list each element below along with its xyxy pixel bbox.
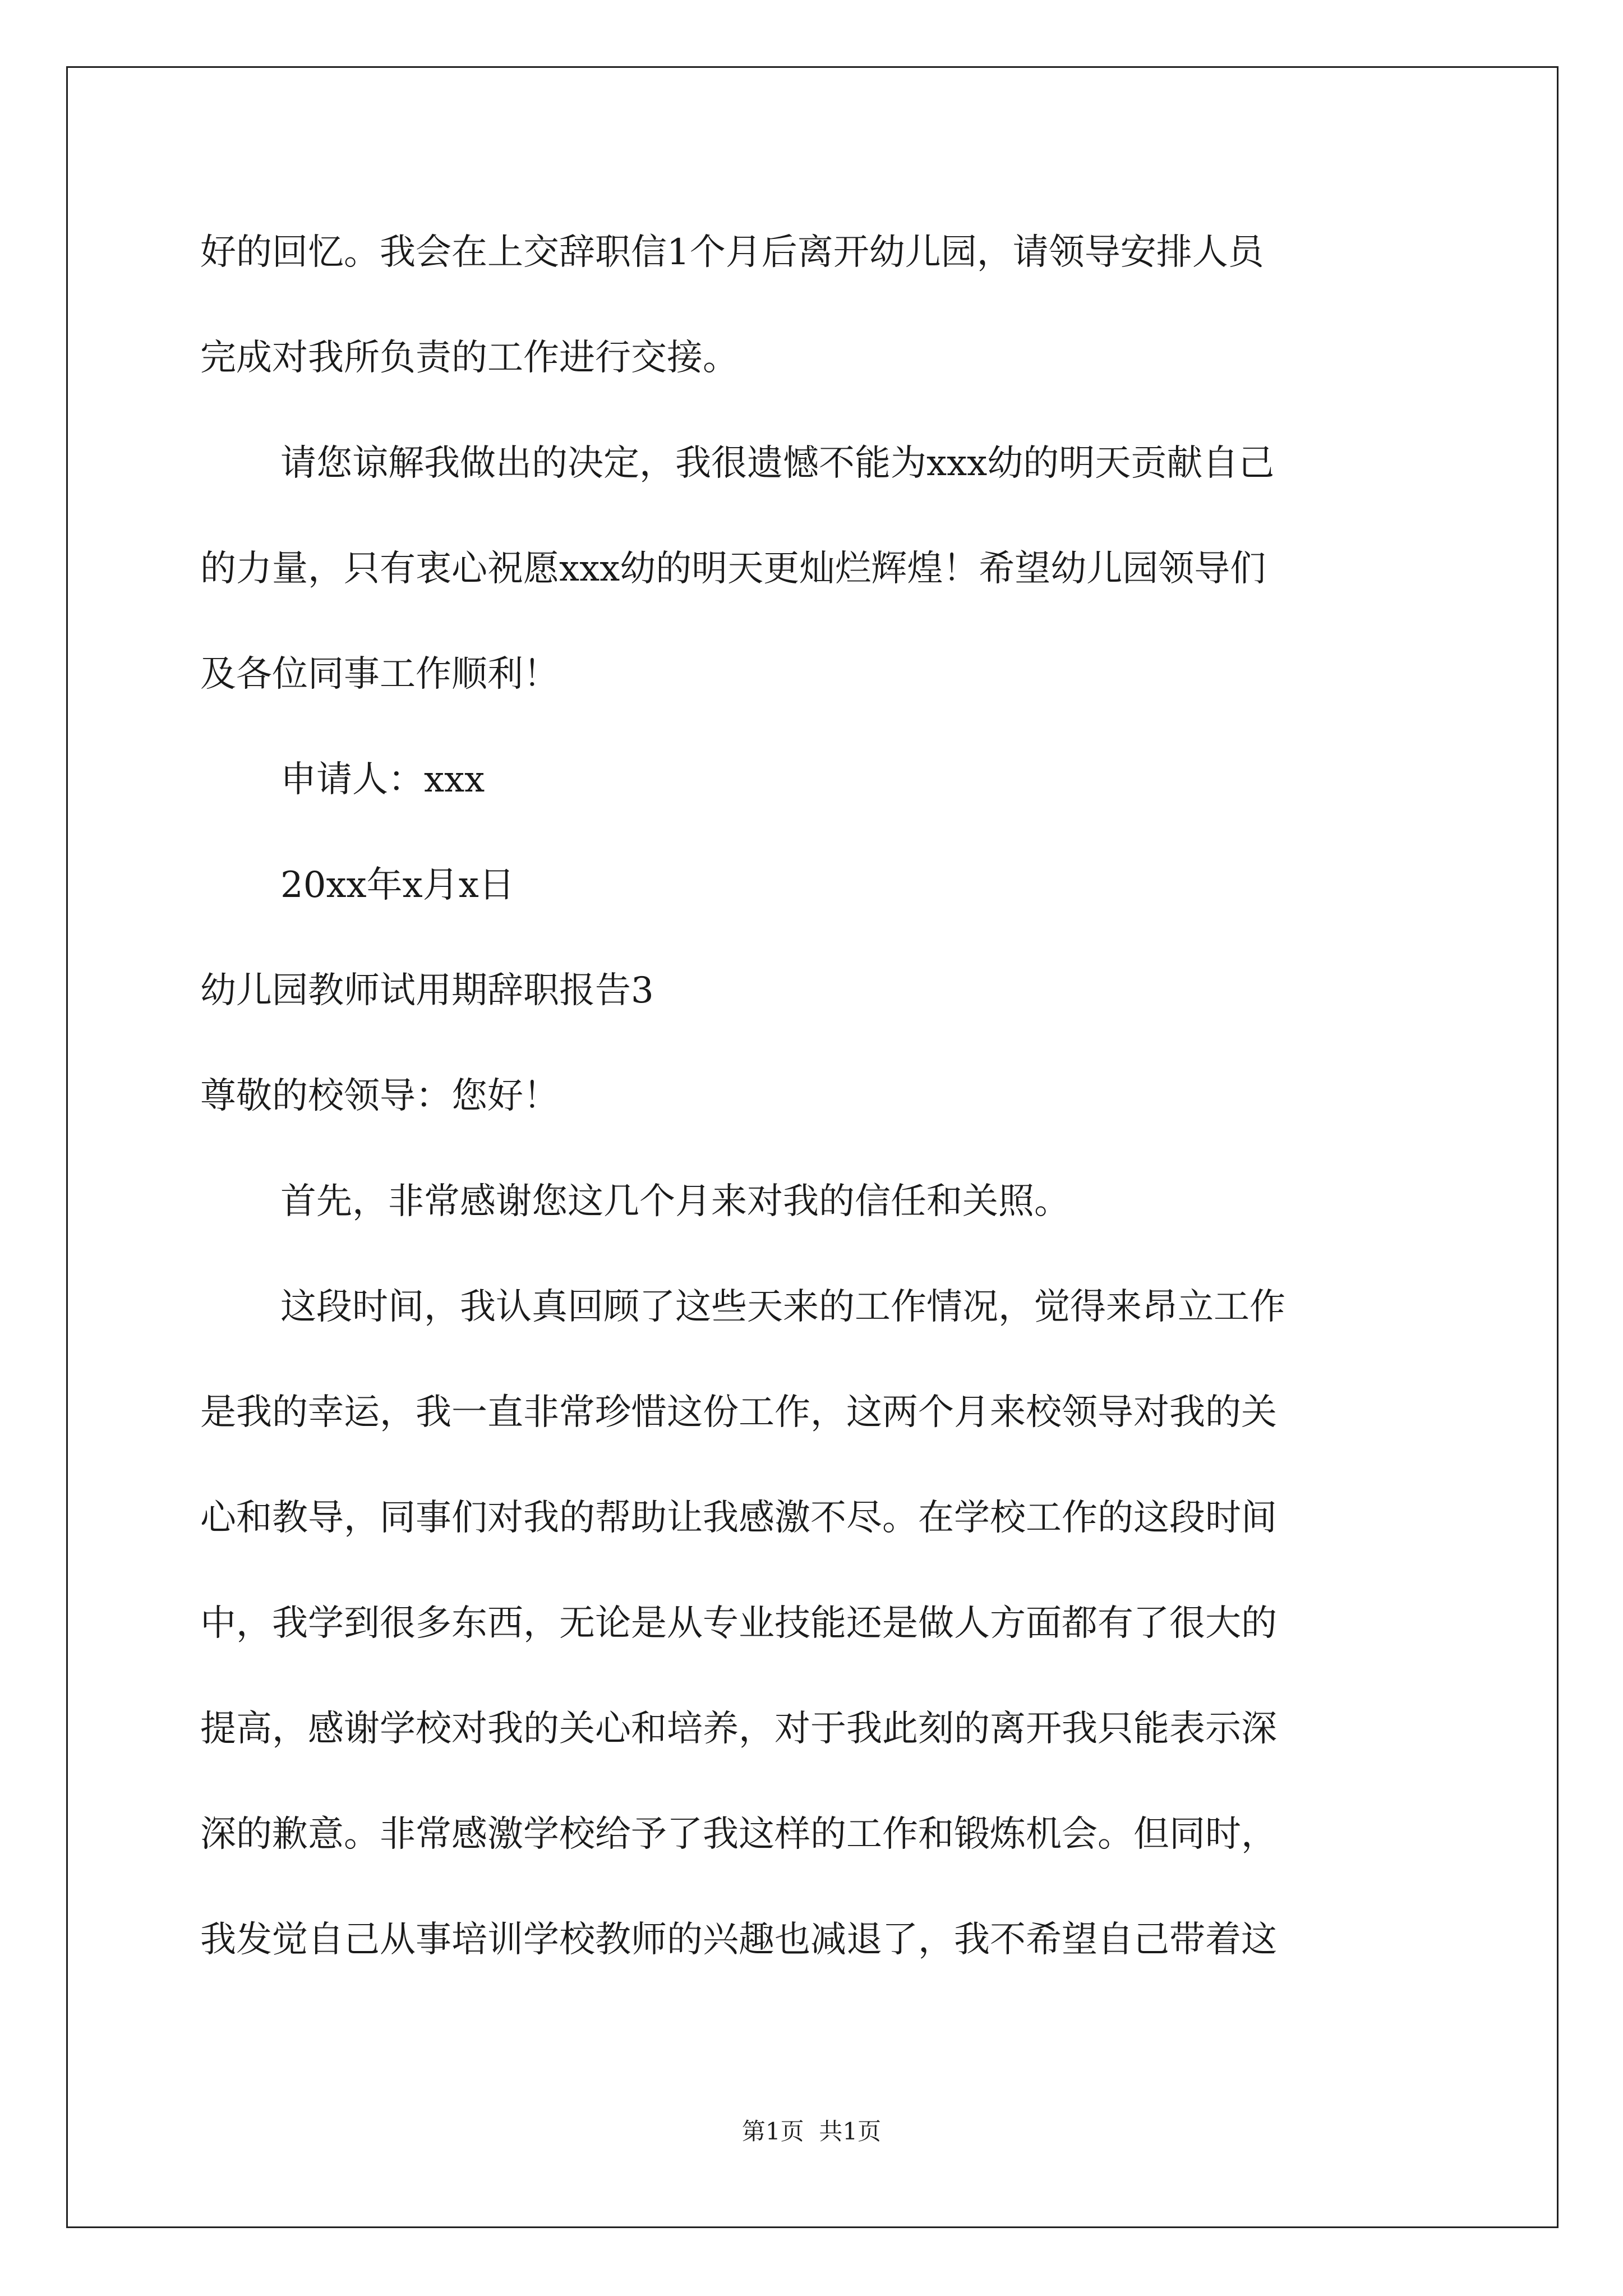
text-line: 心和教导，同事们对我的帮助让我感激不尽。在学校工作的这段时间 [200,1497,1277,1539]
section-heading: 幼儿园教师试用期辞职报告3 [200,970,654,1011]
text-line: 请您谅解我做出的决定，我很遗憾不能为xxx幼的明天贡献自己 [280,443,1275,484]
text-line: 是我的幸运，我一直非常珍惜这份工作，这两个月来校领导对我的关 [200,1392,1277,1433]
date-line: 20xx年x月x日 [280,864,515,906]
signature-line: 申请人：xxx [280,759,485,800]
text-line: 好的回忆。我会在上交辞职信1个月后离开幼儿园，请领导安排人员 [200,232,1264,273]
text-line: 深的歉意。非常感激学校给予了我这样的工作和锻炼机会。但同时， [200,1814,1277,1855]
text-line: 首先，非常感谢您这几个月来对我的信任和关照。 [280,1181,1070,1222]
text-line: 这段时间，我认真回顾了这些天来的工作情况，觉得来昂立工作 [280,1286,1285,1328]
text-line: 完成对我所负责的工作进行交接。 [200,337,739,379]
page-border [66,66,1559,2228]
salutation: 尊敬的校领导：您好！ [200,1075,559,1117]
page-footer: 第1页 共1页 [741,2118,882,2145]
text-line: 的力量，只有衷心祝愿xxx幼的明天更灿烂辉煌！希望幼儿园领导们 [200,548,1266,590]
text-line: 中，我学到很多东西，无论是从专业技能还是做人方面都有了很大的 [200,1603,1277,1644]
text-line: 提高，感谢学校对我的关心和培养，对于我此刻的离开我只能表示深 [200,1708,1277,1750]
text-line: 我发觉自己从事培训学校教师的兴趣也减退了，我不希望自己带着这 [200,1919,1277,1961]
text-line: 及各位同事工作顺利！ [200,654,559,695]
